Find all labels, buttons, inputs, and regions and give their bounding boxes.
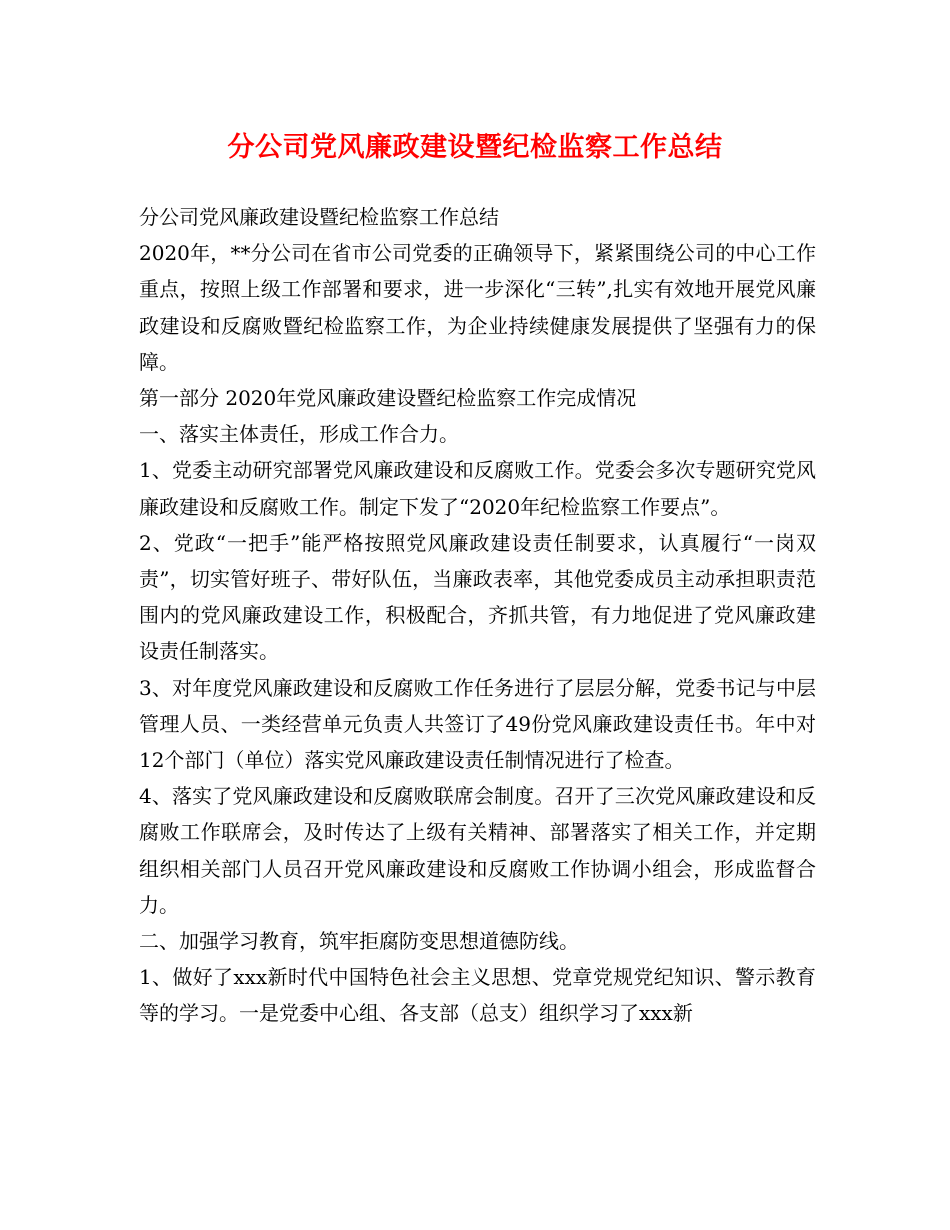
list-item-2: 2、党政“一把手”能严格按照党风廉政建设责任制要求，认真履行“一岗双责”，切实管好班子、带好队伍，当廉政表率，其他党委成员主动承担职责范围内的党风廉政建设工作，积极配合，齐抓共管，有力地促进了党风廉政建设责任制落实。 (139, 530, 816, 664)
list-item-3: 3、对年度党风廉政建设和反腐败工作任务进行了层层分解，党委书记与中层管理人员、一类经营单元负责人共签订了49份党风廉政建设责任书。年中对12个部门（单位）落实党风廉政建设责任制情况进行了检查。 (139, 675, 816, 773)
list-item-5: 1、做好了xxx新时代中国特色社会主义思想、党章党规党纪知识、警示教育等的学习。一是党委中心组、各支部（总支）组织学习了xxx新 (139, 965, 816, 1026)
paragraph-subtitle: 分公司党风廉政建设暨纪检监察工作总结 (139, 205, 499, 229)
list-item-4: 4、落实了党风廉政建设和反腐败联席会制度。召开了三次党风廉政建设和反腐败工作联席会，及时传达了上级有关精神、部署落实了相关工作，并定期组织相关部门人员召开党风廉政建设和反腐败工作协调小组会，形成监督合力。 (139, 784, 816, 917)
document-body (139, 199, 816, 1032)
subsection-heading-two: 二、加强学习教育，筑牢拒腐防变思想道德防线。 (139, 929, 579, 954)
document-title: 分公司党风廉政建设暨纪检监察工作总结 (227, 132, 723, 163)
paragraph-intro: 2020年，**分公司在省市公司党委的正确领导下，紧紧围绕公司的中心工作重点，按照上级工作部署和要求，进一步深化“三转”,扎实有效地开展党风廉政建设和反腐败暨纪检监察工作，为企业持续健康发展提供了坚强有力的保障。 (139, 241, 816, 374)
section-heading-part-one: 第一部分 2020年党风廉政建设暨纪检监察工作完成情况 (139, 386, 637, 411)
subsection-heading-one: 一、落实主体责任，形成工作合力。 (139, 422, 459, 447)
list-item-1: 1、党委主动研究部署党风廉政建设和反腐败工作。党委会多次专题研究党风廉政建设和反腐败工作。制定下发了“2020年纪检监察工作要点”。 (139, 458, 816, 519)
